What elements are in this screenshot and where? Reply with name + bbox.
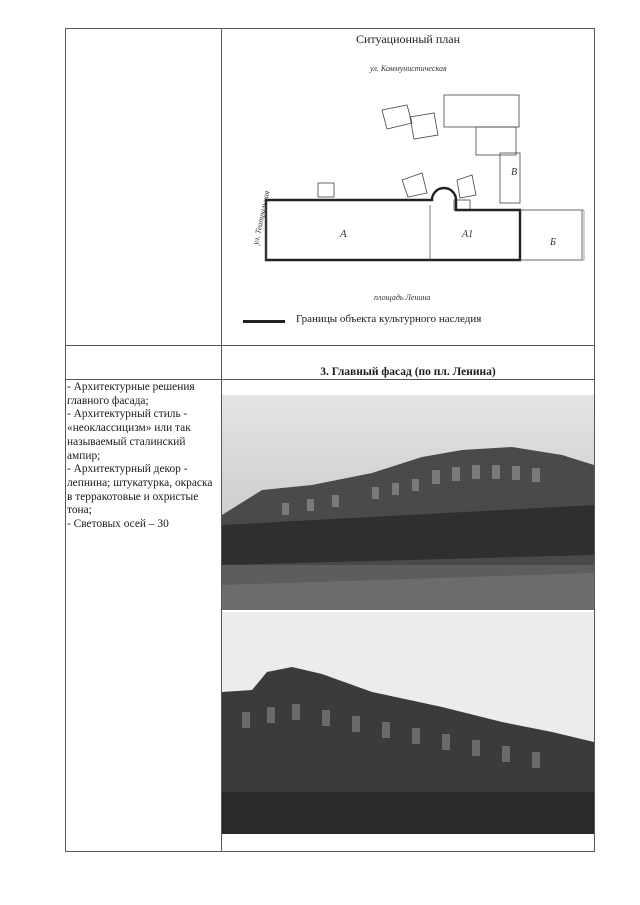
heritage-boundary	[266, 188, 520, 260]
description-item: - Архитектурный стиль - «неоклассицизм» или так называемый сталинский ампир;	[67, 408, 191, 462]
block-v-label: В	[511, 167, 518, 178]
table-cell-empty-mid	[65, 345, 222, 380]
description-item: - Световых осей – 30	[67, 518, 169, 531]
description-item: - Архитектурные решения главного фасада;	[67, 381, 195, 407]
block-b-label: Б	[550, 237, 556, 248]
table-cell-empty-top	[65, 28, 222, 346]
section-title: 3. Главный фасад (по пл. Ленина)	[320, 366, 496, 378]
street-top-label: ул. Коммунистическая	[370, 64, 447, 73]
block-a-label: А	[340, 228, 347, 240]
facade-photo-1	[222, 395, 594, 610]
plan-building	[318, 183, 334, 197]
legend-line-swatch	[243, 320, 285, 323]
plan-building-b	[520, 210, 582, 260]
description-list	[67, 381, 219, 532]
plan-building	[457, 175, 476, 198]
legend-label: Границы объекта культурного наследия	[296, 313, 482, 325]
facade-photo-2	[222, 612, 594, 834]
plan-building	[476, 127, 516, 155]
plan-building	[500, 153, 520, 203]
plan-building	[382, 105, 412, 129]
street-bottom-label: площадь Ленина	[374, 293, 431, 302]
block-a1-label: А1	[462, 229, 474, 240]
plan-building	[402, 173, 427, 197]
plan-building	[444, 95, 519, 127]
situation-plan-map	[222, 45, 594, 345]
plan-building	[410, 113, 438, 139]
plan-title: Ситуационный план	[355, 32, 460, 46]
street-left-label: ул. Театральная	[251, 189, 272, 246]
description-item: - Архитектурный декор - лепнина; штукатурка, окраска в терракотовые и охристые тона;	[67, 463, 213, 517]
